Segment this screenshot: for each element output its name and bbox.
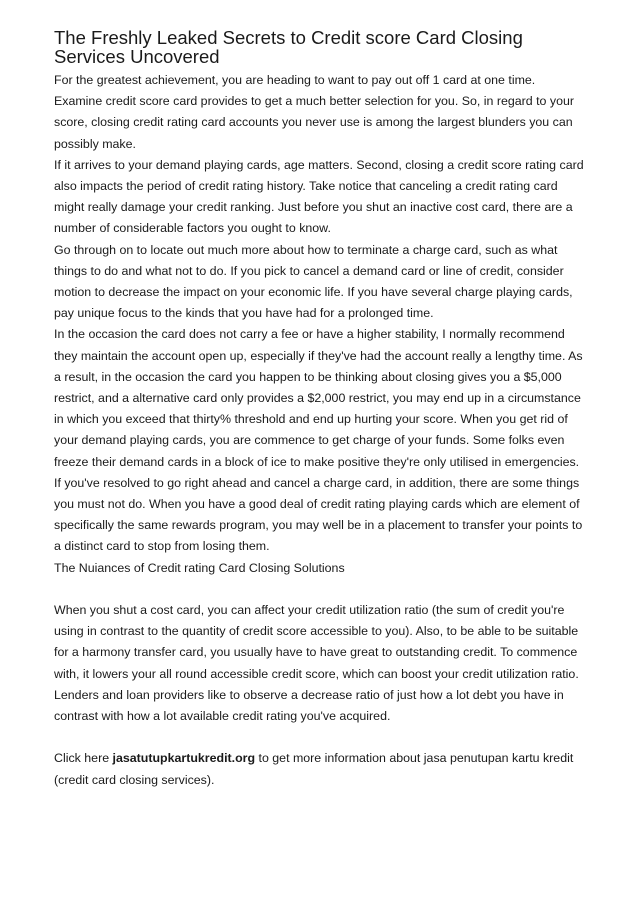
paragraph-3: Go through on to locate out much more about how to terminate a charge card, such as what things to do and what not to do. If you pick to cancel a demand card or line of credit, consider motion to decrease the impact on your economic life. If you have several charge playing cards, pay unique focus to the kinds that you have had for a prolonged time. — [54, 242, 573, 321]
paragraph-5: When you shut a cost card, you can affect your credit utilization ratio (the sum of credit you're using in contrast to the quantity of credit score accessible to you). Also, to be able to be suitable for a harmony transfer card, you usually have to have great to outstanding credit. To commence with, it lowers your all round accessible credit score, which can boost your credit utilization ratio. Lenders and loan providers like to observe a decrease ratio of just how a lot debt you have in contrast with how a lot available credit rating you've acquired. — [54, 603, 579, 724]
paragraph-2: If it arrives to your demand playing cards, age matters. Second, closing a credit score rating card also impacts the period of credit rating history. Take notice that canceling a credit rating card might really damage your credit ranking. Just before you shut an inactive cost card, there are a number of considerable factors you ought to know. — [54, 157, 584, 236]
blank-line — [54, 727, 584, 748]
site-link[interactable]: jasatutupkartukredit.org — [112, 751, 256, 766]
section-heading: The Nuiances of Credit rating Card Closing Solutions — [54, 560, 345, 575]
document-page — [54, 28, 584, 791]
paragraph-4: In the occasion the card does not carry a fee or have a higher stability, I normally recommend they maintain the account open up, especially if they've had the account really a lengthy time. As a result, in the occasion the card you happen to be thinking about closing gives you a $5,000 restrict, and a alternative card only provides a $2,000 restrict, you may end up in a circumstance in which you exceed that thirty% threshold and end up hurting your score. When you get rid of your demand playing cards, you are commence to get charge of your funds. Some folks even freeze their demand cards in a block of ice to make positive they're only utilised in emergencies. If you've resolved to go right ahead and cancel a charge card, in addition, there are some things you must not do. When you have a good deal of credit rating playing cards which are element of specifically the same rewards program, you may well be in a placement to transfer your points to a distinct card to stop from losing them. — [54, 327, 583, 554]
document-title: The Freshly Leaked Secrets to Credit score Card Closing Services Uncovered — [54, 27, 523, 67]
blank-line — [54, 579, 584, 600]
closing-suffix: to get more information about jasa penutupan kartu kredit (credit card closing services). — [54, 751, 574, 787]
closing-paragraph — [54, 748, 584, 790]
paragraph-1: For the greatest achievement, you are heading to want to pay out off 1 card at one time. Examine credit score card provides to get a much better selection for you. So, in regard to your score, closing credit rating card accounts you never use is among the largest blunders you can possibly make. — [54, 73, 574, 151]
closing-prefix: Click here — [54, 751, 113, 766]
